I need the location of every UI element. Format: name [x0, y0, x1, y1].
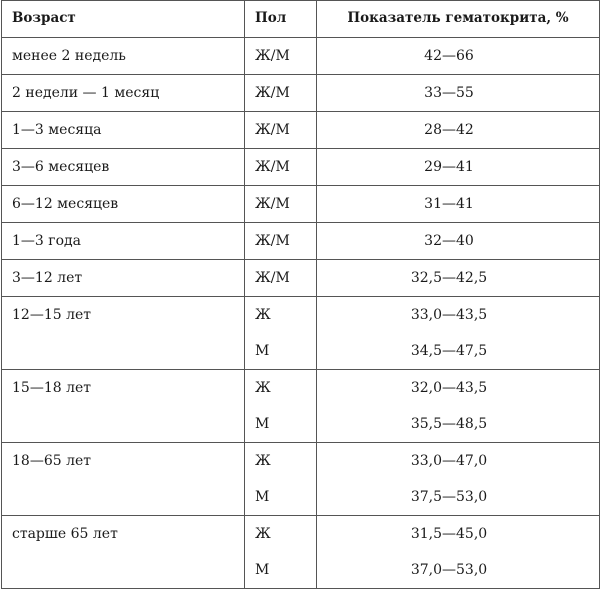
sex-cell-female: Ж — [245, 516, 317, 553]
table-row — [2, 75, 600, 112]
sex-cell: Ж/М — [245, 149, 317, 186]
age-cell: 12—15 лет — [2, 297, 245, 370]
hematocrit-cell-female: 31,5—45,0 — [317, 516, 600, 553]
header-sex: Пол — [245, 1, 317, 38]
sex-cell: Ж/М — [245, 223, 317, 260]
hematocrit-cell: 32,5—42,5 — [317, 260, 600, 297]
hematocrit-cell-male: 37,5—53,0 — [317, 479, 600, 516]
age-cell: старше 65 лет — [2, 516, 245, 589]
hematocrit-table — [1, 0, 600, 589]
age-cell: 3—6 месяцев — [2, 149, 245, 186]
sex-cell: Ж/М — [245, 260, 317, 297]
sex-cell-male: М — [245, 552, 317, 589]
age-cell: 3—12 лет — [2, 260, 245, 297]
table-row — [2, 149, 600, 186]
age-cell: 1—3 месяца — [2, 112, 245, 149]
sex-cell-male: М — [245, 333, 317, 370]
sex-cell-male: М — [245, 479, 317, 516]
hematocrit-cell-female: 33,0—47,0 — [317, 443, 600, 480]
table-row — [2, 516, 600, 553]
age-cell: 1—3 года — [2, 223, 245, 260]
table-row — [2, 260, 600, 297]
age-cell: 15—18 лет — [2, 370, 245, 443]
hematocrit-cell-male: 34,5—47,5 — [317, 333, 600, 370]
age-cell: 18—65 лет — [2, 443, 245, 516]
age-cell: 2 недели — 1 месяц — [2, 75, 245, 112]
sex-cell: Ж/М — [245, 112, 317, 149]
sex-cell-female: Ж — [245, 297, 317, 334]
table-row — [2, 223, 600, 260]
header-age: Возраст — [2, 1, 245, 38]
table-row — [2, 297, 600, 334]
hematocrit-cell-female: 32,0—43,5 — [317, 370, 600, 407]
table-row — [2, 443, 600, 480]
hematocrit-cell: 29—41 — [317, 149, 600, 186]
table-row — [2, 186, 600, 223]
header-hematocrit: Показатель гематокрита, % — [317, 1, 600, 38]
hematocrit-cell: 28—42 — [317, 112, 600, 149]
table-row — [2, 112, 600, 149]
hematocrit-cell: 31—41 — [317, 186, 600, 223]
table-body — [2, 38, 600, 589]
sex-cell-female: Ж — [245, 370, 317, 407]
sex-cell: Ж/М — [245, 186, 317, 223]
hematocrit-cell-female: 33,0—43,5 — [317, 297, 600, 334]
table-header — [2, 1, 600, 38]
sex-cell: Ж/М — [245, 38, 317, 75]
header-row — [2, 1, 600, 38]
hematocrit-cell: 42—66 — [317, 38, 600, 75]
table-row — [2, 38, 600, 75]
sex-cell-female: Ж — [245, 443, 317, 480]
hematocrit-cell: 32—40 — [317, 223, 600, 260]
hematocrit-cell-male: 35,5—48,5 — [317, 406, 600, 443]
hematocrit-cell: 33—55 — [317, 75, 600, 112]
hematocrit-cell-male: 37,0—53,0 — [317, 552, 600, 589]
age-cell: менее 2 недель — [2, 38, 245, 75]
sex-cell-male: М — [245, 406, 317, 443]
sex-cell: Ж/М — [245, 75, 317, 112]
table-row — [2, 370, 600, 407]
age-cell: 6—12 месяцев — [2, 186, 245, 223]
